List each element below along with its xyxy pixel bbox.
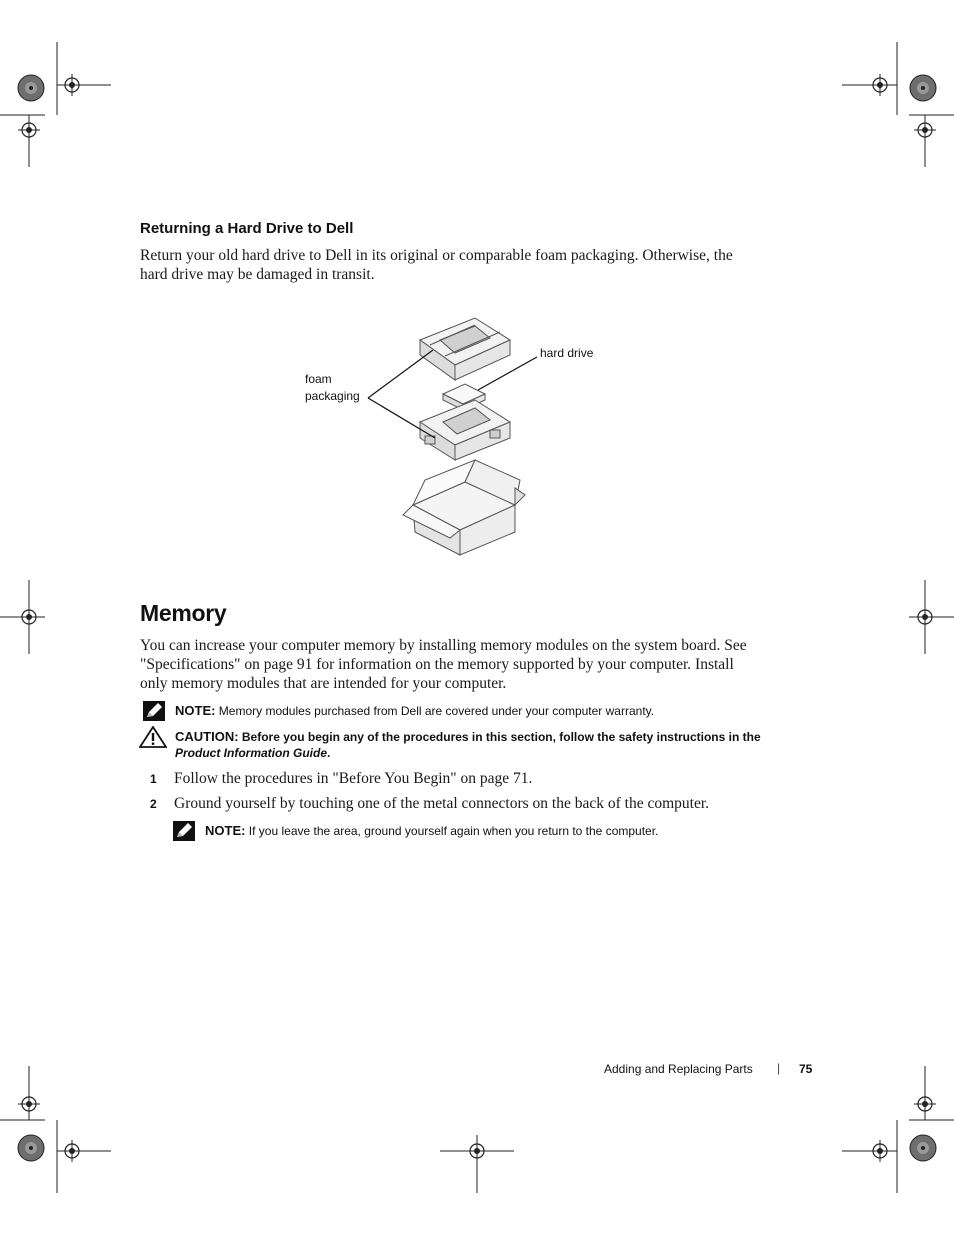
footer-chapter: Adding and Replacing Parts [604, 1062, 753, 1076]
note-2-text: If you leave the area, ground yourself again when you return to the computer. [248, 824, 659, 838]
caution-guide-title: Product Information Guide [175, 746, 327, 760]
label-foam-line-2: packaging [305, 389, 360, 403]
note-1 [175, 702, 654, 720]
step-2-text: Ground yourself by touching one of the metal connectors on the back of the computer. [174, 795, 710, 812]
warning-triangle-icon [139, 726, 167, 748]
registration-mark-icon [18, 1135, 44, 1161]
caution-line-2 [175, 745, 330, 762]
pencil-note-icon [143, 701, 165, 721]
caution-text: Before you begin any of the procedures in this section, follow the safety instructions in the [241, 730, 761, 744]
registration-mark-icon [910, 1135, 936, 1161]
step-1-number: 1 [150, 772, 157, 786]
label-foam-line-1: foam [305, 372, 332, 386]
memory-heading: Memory [140, 600, 227, 626]
section-heading: Returning a Hard Drive to Dell [140, 220, 354, 237]
note-2-label: NOTE: [205, 823, 246, 838]
caution-label: CAUTION: [175, 729, 239, 744]
page-number: 75 [799, 1062, 813, 1076]
registration-mark-icon [18, 75, 44, 101]
step-2-number: 2 [150, 797, 157, 811]
pencil-note-icon [173, 821, 195, 841]
memory-paragraph-line-2: "Specifications" on page 91 for information on the memory supported by your computer. Install [140, 656, 734, 673]
footer-separator: | [777, 1061, 781, 1075]
section-paragraph-line-2: hard drive may be damaged in transit. [140, 266, 375, 283]
memory-paragraph-line-3: only memory modules that are intended for your computer. [140, 675, 507, 692]
registration-mark-icon [910, 75, 936, 101]
note-1-label: NOTE: [175, 703, 216, 718]
memory-paragraph-line-1: You can increase your computer memory by installing memory modules on the system board. See [140, 637, 747, 654]
foam-bottom [420, 400, 510, 460]
caution-line-1 [175, 728, 761, 746]
foam-top [420, 318, 510, 380]
shipping-box [403, 460, 525, 555]
step-1-text: Follow the procedures in "Before You Begin" on page 71. [174, 770, 533, 787]
note-2 [205, 822, 658, 840]
caution-period: . [327, 746, 331, 760]
section-paragraph-line-1: Return your old hard drive to Dell in its original or comparable foam packaging. Otherwise, the [140, 247, 733, 264]
label-hard-drive: hard drive [540, 346, 594, 360]
note-1-text: Memory modules purchased from Dell are covered under your computer warranty. [218, 704, 655, 718]
